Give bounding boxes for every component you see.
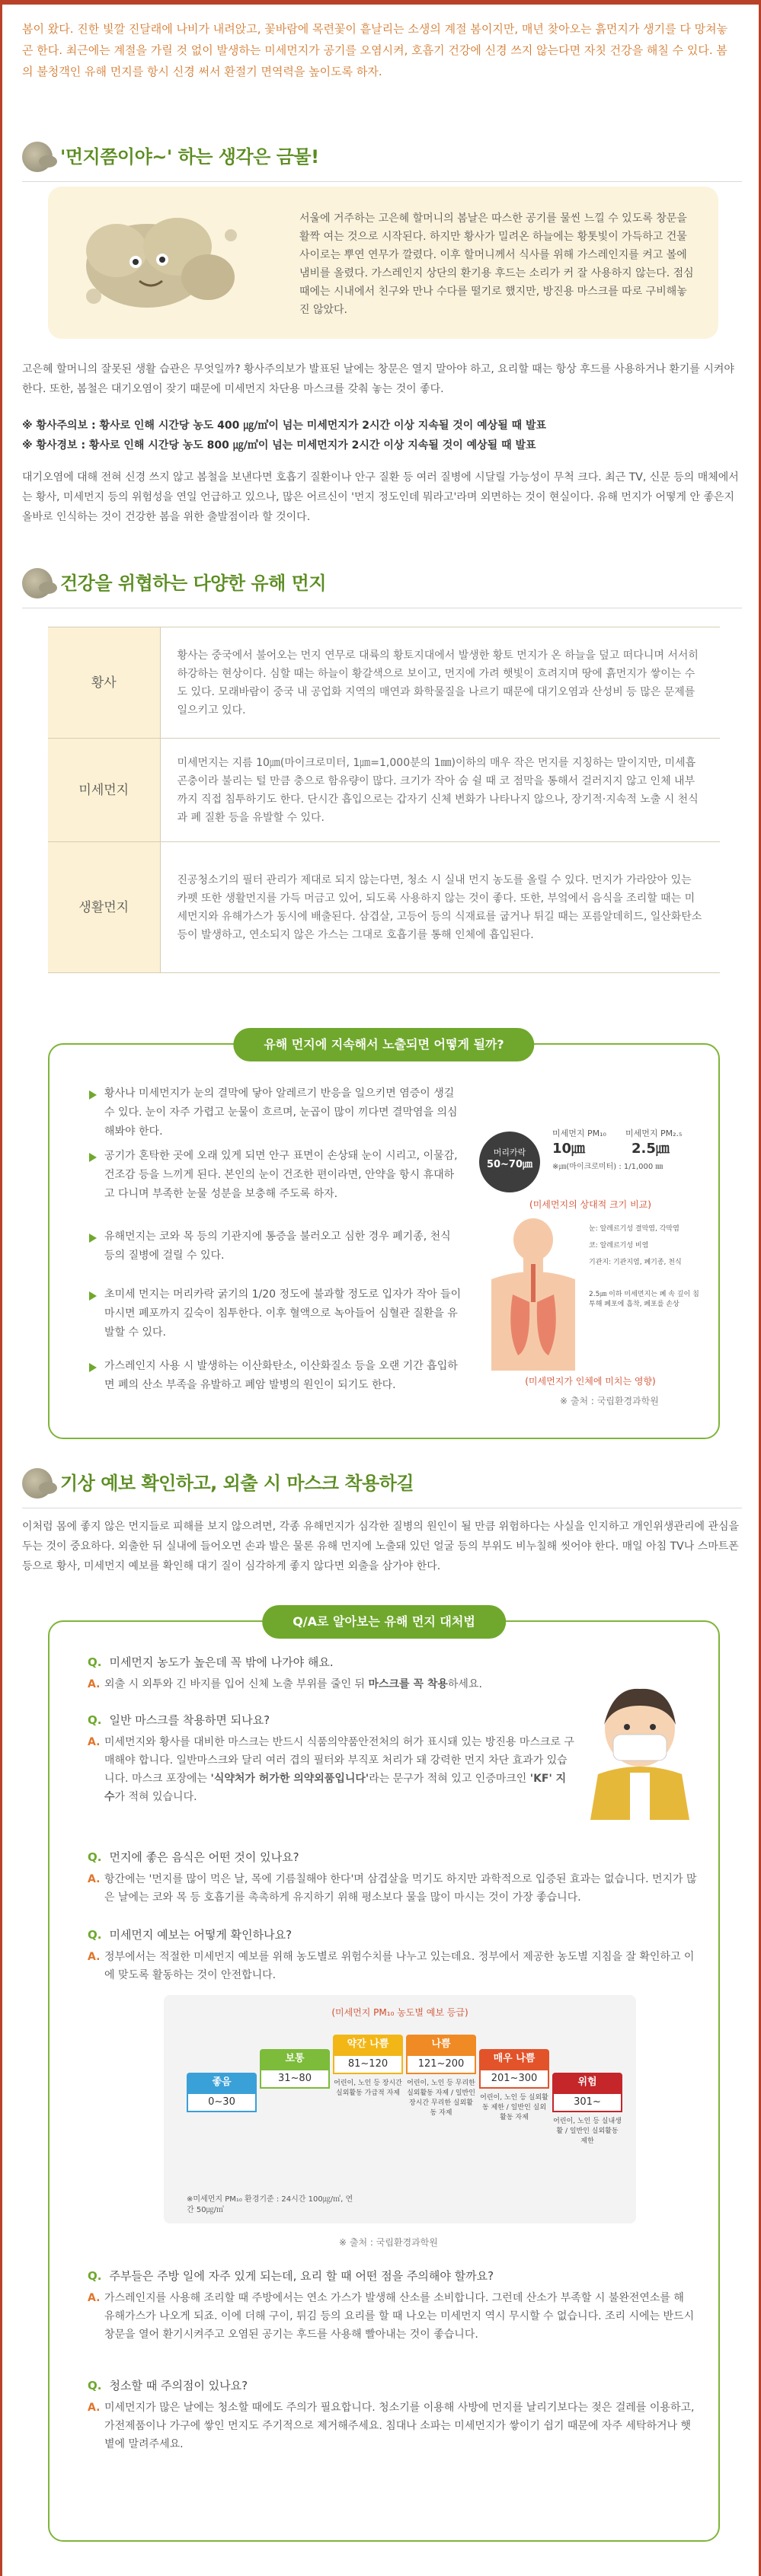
list-item: 초미세 먼지는 머리카락 굵기의 1/20 정도에 불과할 정도로 입자가 작아 들이마시면 폐포까지 깊숙이 침투한다. 이후 혈액으로 녹아들어 심혈관 질환을 유발할 수 있다. <box>89 1285 462 1342</box>
level-name: 매우 나쁨 <box>479 2049 549 2069</box>
divider <box>22 181 742 182</box>
effect-bronchi: 기관지: 기관지염, 폐기종, 천식 <box>589 1259 682 1266</box>
top-border <box>2 0 761 5</box>
gauge-level <box>260 2049 330 2089</box>
source-note: ※ 출처 : 국립환경과학원 <box>560 1396 659 1406</box>
dust-icon <box>22 1468 53 1499</box>
list-item: 유해먼지는 코와 목 등의 기관지에 통증을 불러오고 심한 경우 폐기종, 천식 등의 질병에 걸릴 수 있다. <box>89 1227 462 1266</box>
answer: A. 외출 시 외투와 긴 바지를 입어 신체 노출 부위를 줄인 뒤 마스크를 꼭 착용하세요. <box>88 1678 482 1690</box>
effect-lung: 2.5㎛ 이하 미세먼지는 폐 속 깊이 침투해 폐포에 흡착, 폐포를 손상 <box>589 1291 699 1308</box>
row-header: 미세먼지 <box>48 739 160 842</box>
hair-circle <box>479 1132 540 1192</box>
row-body: 진공청소기의 필터 관리가 제대로 되지 않는다면, 청소 시 실내 먼지 농도를 올릴 수 있다. 먼지가 가라앉아 있는 카펫 또한 생활먼지를 가득 머금고 있어, 되도록 사용하지 않는 것이 좋다. 또한, 부엌에서 음식을 조리할 때는 미세먼지와 유해가스가 동시에 배출된다. 삼겹살, 고등어 등의 식재료를 굽거나 튀길 때는 포름알데히드, 일산화탄소 등이 발생하고, 연소되지 않은 가스는 그대로 호흡기를 통해 인체에 흡입된다. <box>160 842 720 973</box>
paragraph: 대기오염에 대해 전혀 신경 쓰지 않고 봄철을 보낸다면 호흡기 질환이나 안구 질환 등 여러 질병에 시달릴 가능성이 무척 크다. 최근 TV, 신문 등의 매체에서는 황사, 미세먼지 등의 위험성을 연일 언급하고 있으나, 많은 어르신이 '먼지 정도인데 뭐라고'라며 외면하는 것이 현실이다. 유해 먼지가 어떻게 안 좋은지 올바로 인식하는 것이 건강한 봄을 위한 출발점이라 할 것이다. <box>22 471 739 523</box>
answer: A. 항간에는 '먼지를 많이 먹은 날, 목에 기름칠해야 한다'며 삼겹살을 먹기도 하지만 과학적으로 입증된 효과는 없습니다. 먼지가 많은 날에는 코와 목 등 호흡기를 촉촉하게 유지하기 위해 평소보다 물을 많이 마시는 것이 가장 좋습니다. <box>88 1873 697 1904</box>
answer: A. 정부에서는 적절한 미세먼지 예보를 위해 농도별로 위험수치를 나누고 있는데요. 정부에서 제공한 농도별 지침을 잘 확인하고 이에 맞도록 활동하는 것이 안전합니다. <box>88 1951 695 1981</box>
level-note: 어린이, 노인 등 무리한 실외활동 자제 / 일반인 장시간 무리한 실외활동 자제 <box>407 2080 475 2118</box>
question: Q. 주부들은 주방 일에 자주 있게 되는데, 요리 할 때 어떤 점을 주의해야 할까요? <box>88 2269 494 2283</box>
gauge-level <box>187 2073 257 2112</box>
gauge-level <box>479 2049 549 2123</box>
qa-panel <box>48 1614 720 2542</box>
effect-nose: 코: 알레르기성 비염 <box>589 1242 649 1250</box>
gauge-title: (미세먼지 PM₁₀ 농도별 예보 등급) <box>331 2007 468 2018</box>
forecast-gauge <box>164 1995 636 2223</box>
level-range: 81~120 <box>333 2054 403 2074</box>
dust-icon <box>22 568 53 599</box>
answer: A. 미세먼지와 황사를 대비한 마스크는 반드시 식품의약품안전처의 허가 표시돼 있는 방진용 마스크로 구매해야 합니다. 일반마스크와 달리 여러 겹의 필터와 부직포 처리가 돼 강력한 먼지 차단 효과가 있습니다. 마스크 포장에는 '식약처가 허가한 의약외품입니다'라는 문구가 적혀 있고 인증마크인 'KF' 지수가 적혀 있습니다. <box>88 1736 574 1803</box>
row-header: 황사 <box>48 627 160 739</box>
question: Q. 미세먼지 농도가 높은데 꼭 밖에 나가야 해요. <box>88 1655 334 1669</box>
table-row <box>48 842 720 973</box>
question: Q. 먼지에 좋은 음식은 어떤 것이 있나요? <box>88 1850 299 1864</box>
level-name: 좋음 <box>187 2073 257 2092</box>
paragraph: 이처럼 몸에 좋지 않은 먼지들로 피해를 보지 않으려면, 각종 유해먼지가 심각한 질병의 원인이 될 만큼 위험하다는 사실을 인지하고 개인위생관리에 관심을 두는 것이 중요하다. 외출한 뒤 실내에 들어오면 손과 발은 물론 유해 먼지에 노출돼 있던 얼굴 등의 부위도 비누칠해 씻어야 한다. 매일 아침 TV나 스마트폰 등으로 황사, 미세먼지 예보를 확인해 대기 질이 심각하게 좋지 않다면 외출을 삼가야 한다. <box>22 1521 740 1572</box>
level-name: 보통 <box>260 2049 330 2069</box>
body-organs-icon <box>484 1218 583 1371</box>
panel-title: Q/A로 알아보는 유해 먼지 대처법 <box>262 1605 506 1639</box>
table-row <box>48 739 720 842</box>
pm10-size: 10㎛ <box>552 1141 586 1157</box>
panel-title: 유해 먼지에 지속해서 노출되면 어떻게 될까? <box>233 1028 534 1061</box>
row-body: 황사는 중국에서 불어오는 먼지 연무로 대륙의 황토지대에서 발생한 황토 먼지가 온 하늘을 덮고 떠다니며 서서히 하강하는 현상이다. 심할 때는 하늘이 황갈색으로 보이고, 먼지에 가려 햇빛이 흐려지며 땅에 흙먼지가 쌓이는 수도 있다. 모래바람이 중국 내 공업화 지역의 매연과 화학물질을 나르기 때문에 대기오염과 산성비 등 많은 문제를 일으키고 있다. <box>160 627 720 739</box>
figure-caption: (미세먼지가 인체에 미치는 영향) <box>525 1376 656 1387</box>
level-note: 어린이, 노인 등 실내생활 / 일반인 실외활동 제한 <box>553 2117 622 2145</box>
question: Q. 청소할 때 주의점이 있나요? <box>88 2379 248 2392</box>
alert-warning: ※ 황사경보 : 황사로 인해 시간당 농도 800 ㎍/㎥이 넘는 미세먼지가 2시간 이상 지속될 것이 예상될 때 발표 <box>22 439 536 452</box>
row-header: 생활먼지 <box>48 842 160 973</box>
gauge-unit-note: ※미세먼지 PM₁₀ 환경기준 : 24시간 100㎍/㎥, 연간 50㎍/㎥ <box>187 2195 353 2214</box>
level-range: 0~30 <box>187 2092 257 2112</box>
level-name: 나쁨 <box>406 2035 476 2054</box>
pm10-label: 미세먼지 PM₁₀ <box>552 1128 606 1138</box>
level-range: 201~300 <box>479 2069 549 2089</box>
row-body: 미세먼지는 지름 10㎛(마이크로미터, 1㎛=1,000분의 1㎜)이하의 매우 작은 먼지를 지칭하는 말이지만, 미세흡곤충이라 불리는 털 만큼 충으로 함유량이 많다. 크기가 작아 숨 쉴 때 코 점막을 통해서 걸러지지 않고 인체 내부까지 직접 침투하기도 한다. 단시간 흡입으로는 갑자기 신체 변화가 나타나지 않으나, 장기적·지속적 노출 시 천식과 폐 질환 등을 유발할 수 있다. <box>160 739 720 842</box>
dust-icon <box>22 142 53 172</box>
exposure-effects-panel <box>48 1037 720 1439</box>
pm25-size: 2.5㎛ <box>632 1141 670 1157</box>
story-box <box>48 187 718 339</box>
dust-types-table <box>48 627 720 973</box>
source-note: ※ 출처 : 국립환경과학원 <box>339 2237 438 2248</box>
gauge-level <box>406 2035 476 2118</box>
pm25-label: 미세먼지 PM₂.₅ <box>625 1128 683 1138</box>
figure-caption: (미세먼지의 상대적 크기 비교) <box>529 1199 651 1210</box>
masked-person-icon <box>583 1683 697 1820</box>
section-title-1 <box>22 134 319 180</box>
answer: A. 가스레인지를 사용해 조리할 때 주방에서는 연소 가스가 발생해 산소를 소비합니다. 그런데 산소가 부족할 시 불완전연소를 해 유해가스가 나오게 되죠. 이에 더해 구이, 튀김 등의 요리를 할 때 나오는 미세먼지 역시 무시할 수 없습니다. 조리 시에는 반드시 창문을 열어 환기시켜주고 오염된 공기는 후드를 사용해 빨아내는 것이 좋습니다. <box>88 2292 695 2341</box>
list-item: 공기가 혼탁한 곳에 오래 있게 되면 안구 표면이 손상돼 눈이 시리고, 이물감, 건조감 등을 느끼게 된다. 본인의 눈이 건조한 편이라면, 안약을 항시 휴대하고 다니며 부족한 눈물 성분을 보충해 주도록 하자. <box>89 1147 462 1204</box>
particle-figure <box>476 1127 705 1432</box>
level-note: 어린이, 노인 등 장시간 실외활동 가급적 자제 <box>334 2080 402 2098</box>
gauge-level <box>552 2073 622 2147</box>
question: Q. 일반 마스크를 착용하면 되나요? <box>88 1713 270 1727</box>
alert-advisory: ※ 황사주의보 : 황사로 인해 시간당 농도 400 ㎍/㎥이 넘는 미세먼지가 2시간 이상 지속될 것이 예상될 때 발표 <box>22 420 547 432</box>
paragraph: 고은혜 할머니의 잘못된 생활 습관은 무엇일까? 황사주의보가 발표된 날에는 창문은 열지 말아야 하고, 요리할 때는 항상 후드를 사용하거나 환기를 시켜야 한다. 또한, 봄철은 대기오염이 잦기 때문에 미세먼지 차단용 마스크를 갖춰 놓는 것이 좋다. <box>22 363 734 395</box>
section-title-3 <box>22 1460 414 1506</box>
level-name: 위험 <box>552 2073 622 2092</box>
section-heading: '먼지쯤이야~' 하는 생각은 금물! <box>60 146 319 168</box>
unit-note: ※㎛(마이크로미터) : 1/1,000 ㎜ <box>552 1163 663 1171</box>
dust-cloud-character-icon <box>71 205 246 319</box>
list-item: 황사나 미세먼지가 눈의 결막에 닿아 알레르기 반응을 일으키면 염증이 생길 수 있다. 눈이 자주 가렵고 눈물이 흐르며, 눈곱이 많이 끼다면 결막염을 의심해봐야 한다. <box>89 1084 462 1141</box>
level-note: 어린이, 노인 등 실외활동 제한 / 일반인 실외활동 자제 <box>480 2093 548 2121</box>
intro-text: 봄이 왔다. 진한 빛깔 진달래에 나비가 내려앉고, 꽃바람에 목련꽃이 흩날리는 소생의 계절 봄이지만, 매년 찾아오는 흙먼지가 생기를 다 망쳐놓곤 한다. 최근에는 계절을 가릴 것 없이 발생하는 미세먼지가 공기를 오염시켜, 호흡기 건강에 신경 쓰지 않는다면 자칫 건강을 해칠 수 있다. 봄의 불청객인 유해 먼지를 항시 신경 써서 환절기 면역력을 높이도록 하자. <box>22 22 728 78</box>
level-name: 약간 나쁨 <box>333 2035 403 2054</box>
list-item: 가스레인지 사용 시 발생하는 이산화탄소, 이산화질소 등을 오랜 기간 흡입하면 폐의 산소 부족을 유발하고 폐암 발병의 원인이 되기도 한다. <box>89 1357 462 1395</box>
gauge-level <box>333 2035 403 2099</box>
story-text: 서울에 거주하는 고은혜 할머니의 봄날은 따스한 공기를 물씬 느낄 수 있도록 창문을 활짝 여는 것으로 시작된다. 하지만 황사가 밀려온 하늘에는 황톳빛이 가득하고 건물 사이로는 뿌연 연무가 깔렸다. 이후 할머니께서 식사를 위해 가스레인지를 켜고 볼에 냄비를 올렸다. 가스레인지 상단의 환기용 후드는 소리가 커 잘 사용하지 않는다. 점심때에는 시내에서 친구와 만나 수다를 떨기로 했지만, 방진용 마스크를 따로 구비해놓진 않았다. <box>299 212 694 316</box>
question: Q. 미세먼지 예보는 어떻게 확인하나요? <box>88 1928 293 1942</box>
table-row <box>48 627 720 739</box>
answer: A. 미세먼지가 많은 날에는 청소할 때에도 주의가 필요합니다. 청소기를 이용해 사방에 먼지를 날리기보다는 젖은 걸레를 이용하고, 가전제품이나 가구에 쌓인 먼지도 주기적으로 제거해주세요. 침대나 소파는 미세먼지가 쌓이기 쉽기 때문에 자주 세탁하거나 햇볕에 말려주세요. <box>88 2402 695 2450</box>
level-range: 301~ <box>552 2092 622 2112</box>
level-range: 121~200 <box>406 2054 476 2074</box>
section-heading: 기상 예보 확인하고, 외출 시 마스크 착용하길 <box>60 1473 414 1494</box>
section-title-2 <box>22 560 326 606</box>
hair-label: 머리카락 <box>493 1148 526 1157</box>
section-heading: 건강을 위협하는 다양한 유해 먼지 <box>60 573 326 594</box>
level-range: 31~80 <box>260 2069 330 2089</box>
effect-eye: 눈: 알레르기성 결막염, 각막염 <box>589 1225 679 1233</box>
hair-size: 50~70㎛ <box>486 1159 533 1170</box>
